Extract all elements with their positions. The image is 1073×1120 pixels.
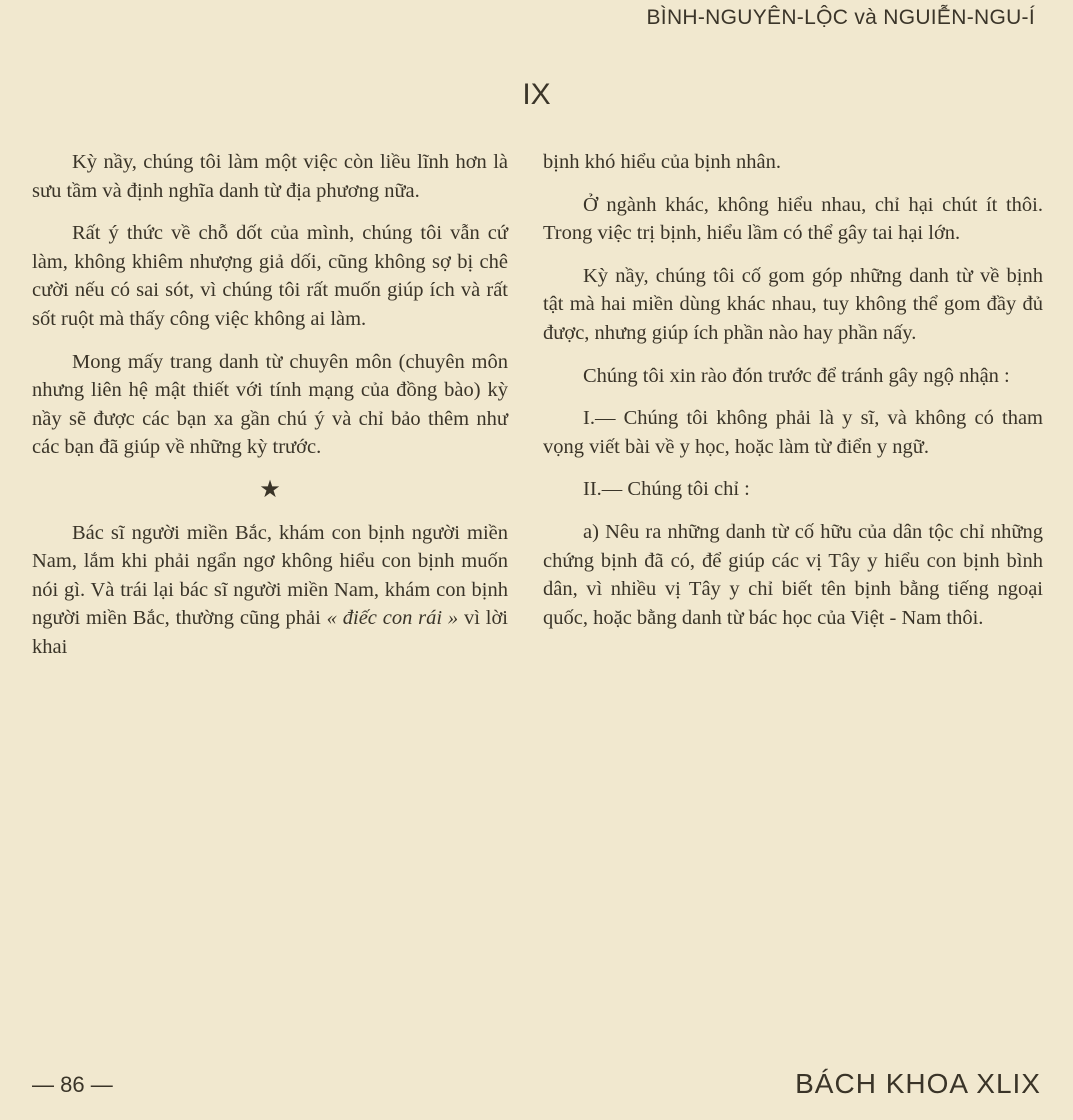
paragraph: Kỳ nầy, chúng tôi cố gom góp những danh từ về bịnh tật mà hai miền dùng khác nhau, tuy không thể gom đầy đủ được, nhưng giúp ích phần nào hay phần nấy.	[543, 264, 1043, 344]
numbered-item: I.— Chúng tôi không phải là y sĩ, và không có tham vọng viết bài về y học, hoặc làm từ điển y ngữ.	[543, 407, 1043, 458]
paragraph: Mong mấy trang danh từ chuyên môn (chuyên môn nhưng liên hệ mật thiết với tính mạng của đồng bào) kỳ nầy sẽ được các bạn xa gần chú ý và chỉ bảo thêm như các bạn đã giúp về những kỳ trước.	[32, 350, 508, 459]
paragraph	[32, 519, 508, 662]
quoted-phrase: « điếc con rái »	[326, 607, 459, 630]
paragraph-text: Bác sĩ người miền Bắc, khám con bịnh người miền Nam, lắm khi phải ngẩn ngơ không hiểu con bịnh muốn nói gì. Và trái lại bác sĩ người miền Nam, khám con bịnh người miền Bắc, thường cũng phải	[32, 521, 508, 630]
page-number: — 86 —	[32, 1072, 113, 1097]
numbered-item: II.— Chúng tôi chỉ :	[583, 478, 750, 501]
chapter-number: IX	[522, 78, 551, 111]
paragraph: Kỳ nầy, chúng tôi làm một việc còn liều lĩnh hơn là sưu tầm và định nghĩa danh từ địa phương nữa.	[32, 151, 508, 202]
left-column	[32, 148, 508, 676]
running-head: BÌNH-NGUYÊN-LỘC và NGUIỄN-NGU-Í	[646, 6, 1035, 29]
paragraph: Chúng tôi xin rào đón trước để tránh gây ngộ nhận :	[583, 364, 1010, 387]
paragraph: Ở ngành khác, không hiểu nhau, chỉ hại chút ít thôi. Trong việc trị bịnh, hiểu lầm có thể gây tai hại lớn.	[543, 193, 1043, 245]
paragraph-continuation: bịnh khó hiểu của bịnh nhân.	[543, 151, 781, 173]
lettered-item: a) Nêu ra những danh từ cố hữu của dân tộc chỉ những chứng bịnh đã có, để giúp các vị Tây y hiểu con bịnh bình dân, vì nhiều vị Tây y chỉ biết tên bịnh bằng tiếng ngoại quốc, hoặc bằng danh từ bác học của Việt - Nam thôi.	[543, 520, 1043, 629]
magazine-title: BÁCH KHOA XLIX	[795, 1068, 1041, 1099]
paragraph-text: vì lời khai	[32, 607, 509, 658]
star-divider-icon: ★	[259, 476, 281, 503]
paragraph: Rất ý thức về chỗ dốt của mình, chúng tôi vẫn cứ làm, không khiêm nhượng giả dối, cũng không sợ bị chê cười nếu có sai sót, vì chúng tôi rất muốn giúp ích và rất sốt ruột mà thấy công việc không ai làm.	[32, 222, 508, 330]
right-column	[543, 148, 1043, 646]
